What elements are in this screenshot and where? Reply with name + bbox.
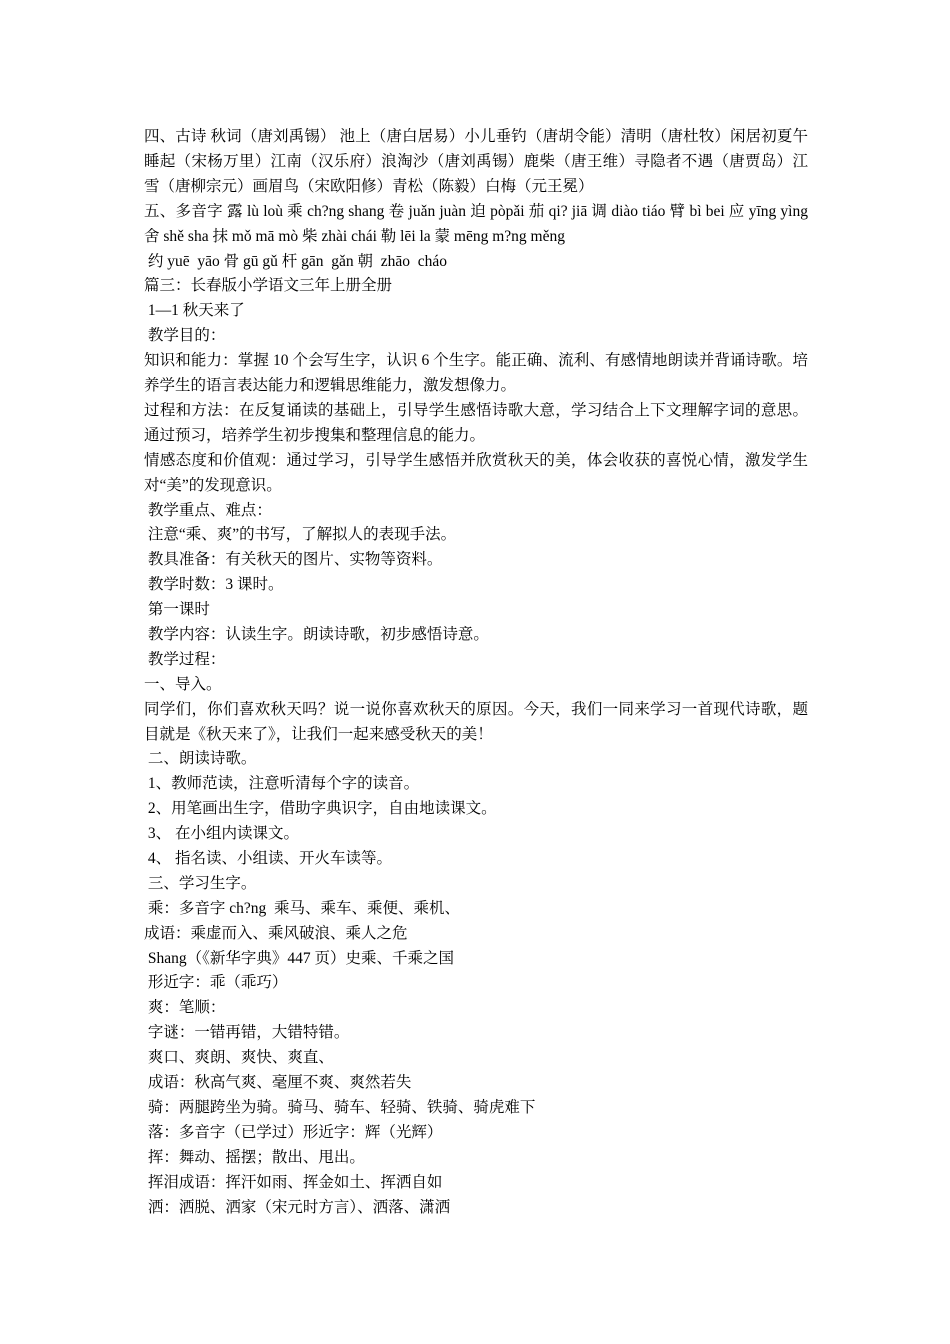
text-line: 乘：多音字 ch?ng 乘马、乘车、乘便、乘机、 — [144, 899, 461, 917]
text-line: 约 yuē yāo 骨 gū gǔ 杆 gān gǎn 朝 zhāo cháo — [144, 252, 448, 270]
text-line: 教学过程： — [144, 650, 226, 668]
text-paragraph: 情感态度和价值观：通过学习，引导学生感悟并欣赏秋天的美，体会收获的喜悦心情，激发学生对“美”的发现意识。 — [144, 451, 808, 494]
text-paragraph: 过程和方法：在反复诵读的基础上，引导学生感悟诗歌大意，学习结合上下文理解字词的意思。通过预习，培养学生初步搜集和整理信息的能力。 — [144, 401, 808, 444]
text-paragraph: 四、古诗 秋词（唐刘禹锡） 池上（唐白居易）小儿垂钓（唐胡令能）清明（唐杜牧）闲居初夏午睡起（宋杨万里）江南（汉乐府）浪淘沙（唐刘禹锡）鹿柴（唐王维）寻隐者不遇（唐贾岛）江雪（唐柳宗元）画眉鸟（宋欧阳修）青松（陈毅）白梅（元王冕） — [144, 128, 808, 195]
text-line: 骑：两腿跨坐为骑。骑马、骑车、轻骑、铁骑、骑虎难下 — [144, 1098, 536, 1116]
text-paragraph: 知识和能力：掌握 10 个会写生字，认识 6 个生字。能正确、流利、有感情地朗读并背诵诗歌。培养学生的语言表达能力和逻辑思维能力，激发想像力。 — [144, 352, 808, 394]
text-line: 形近字：乖（乖巧） — [144, 974, 288, 992]
text-line: Shang（《新华字典》447 页）史乘、千乘之国 — [144, 949, 455, 967]
text-line: 2、用笔画出生字，借助字典识字，自由地读课文。 — [144, 800, 497, 818]
text-line: 注意“乘、爽”的书写，了解拟人的表现手法。 — [144, 526, 457, 544]
text-line: 成语：秋高气爽、毫厘不爽、爽然若失 — [144, 1074, 412, 1092]
text-line: 1、教师范读，注意听清每个字的读音。 — [144, 775, 420, 793]
text-line: 三、学习生字。 — [144, 874, 257, 892]
text-line: 二、朗读诗歌。 — [144, 750, 257, 768]
text-line: 爽口、爽朗、爽快、爽直、 — [144, 1049, 334, 1067]
text-line: 挥：舞动、摇摆；散出、甩出。 — [144, 1148, 365, 1166]
text-line: 教具准备：有关秋天的图片、实物等资料。 — [144, 551, 443, 569]
text-line: 4、 指名读、小组读、开火车读等。 — [144, 850, 393, 868]
text-line: 教学内容：认读生字。朗读诗歌，初步感悟诗意。 — [144, 625, 489, 643]
text-line: 爽：笔顺： — [144, 999, 226, 1017]
text-line: 教学目的： — [144, 327, 226, 345]
document-page — [144, 125, 808, 1220]
text-line: 洒：洒脱、洒家（宋元时方言）、洒落、潇洒 — [144, 1198, 451, 1216]
text-line: 教学时数：3 课时。 — [144, 576, 284, 594]
text-line: 成语：乘虚而入、乘风破浪、乘人之危 — [144, 924, 408, 942]
text-line: 第一课时 — [144, 601, 210, 619]
text-line: 1—1 秋天来了 — [144, 302, 245, 320]
text-line: 3、 在小组内读课文。 — [144, 825, 300, 843]
text-line: 一、导入。 — [144, 675, 222, 693]
text-line: 挥泪成语：挥汗如雨、挥金如土、挥洒自如 — [144, 1173, 443, 1191]
text-line: 篇三：长春版小学语文三年上册全册 — [144, 277, 393, 295]
text-paragraph: 同学们，你们喜欢秋天吗？说一说你喜欢秋天的原因。今天，我们一同来学习一首现代诗歌，题目就是《秋天来了》，让我们一起来感受秋天的美！ — [144, 700, 808, 743]
text-paragraph: 五、多音字 露 lù loù 乘 ch?ng shang 卷 juǎn juàn 迫 pòpǎi 茄 qi? jiā 调 diào tiáo 臂 bì bei 应 yīng yìng 舍 shě sha 抹 mǒ mā mò 柴 zhài chái 勒 lēi la 蒙 mēng m?ng měng — [144, 202, 808, 245]
text-line: 教学重点、难点： — [144, 501, 272, 519]
text-line: 落：多音字（已学过）形近字：辉（光辉） — [144, 1123, 443, 1141]
text-line: 字谜：一错再错，大错特错。 — [144, 1024, 350, 1042]
